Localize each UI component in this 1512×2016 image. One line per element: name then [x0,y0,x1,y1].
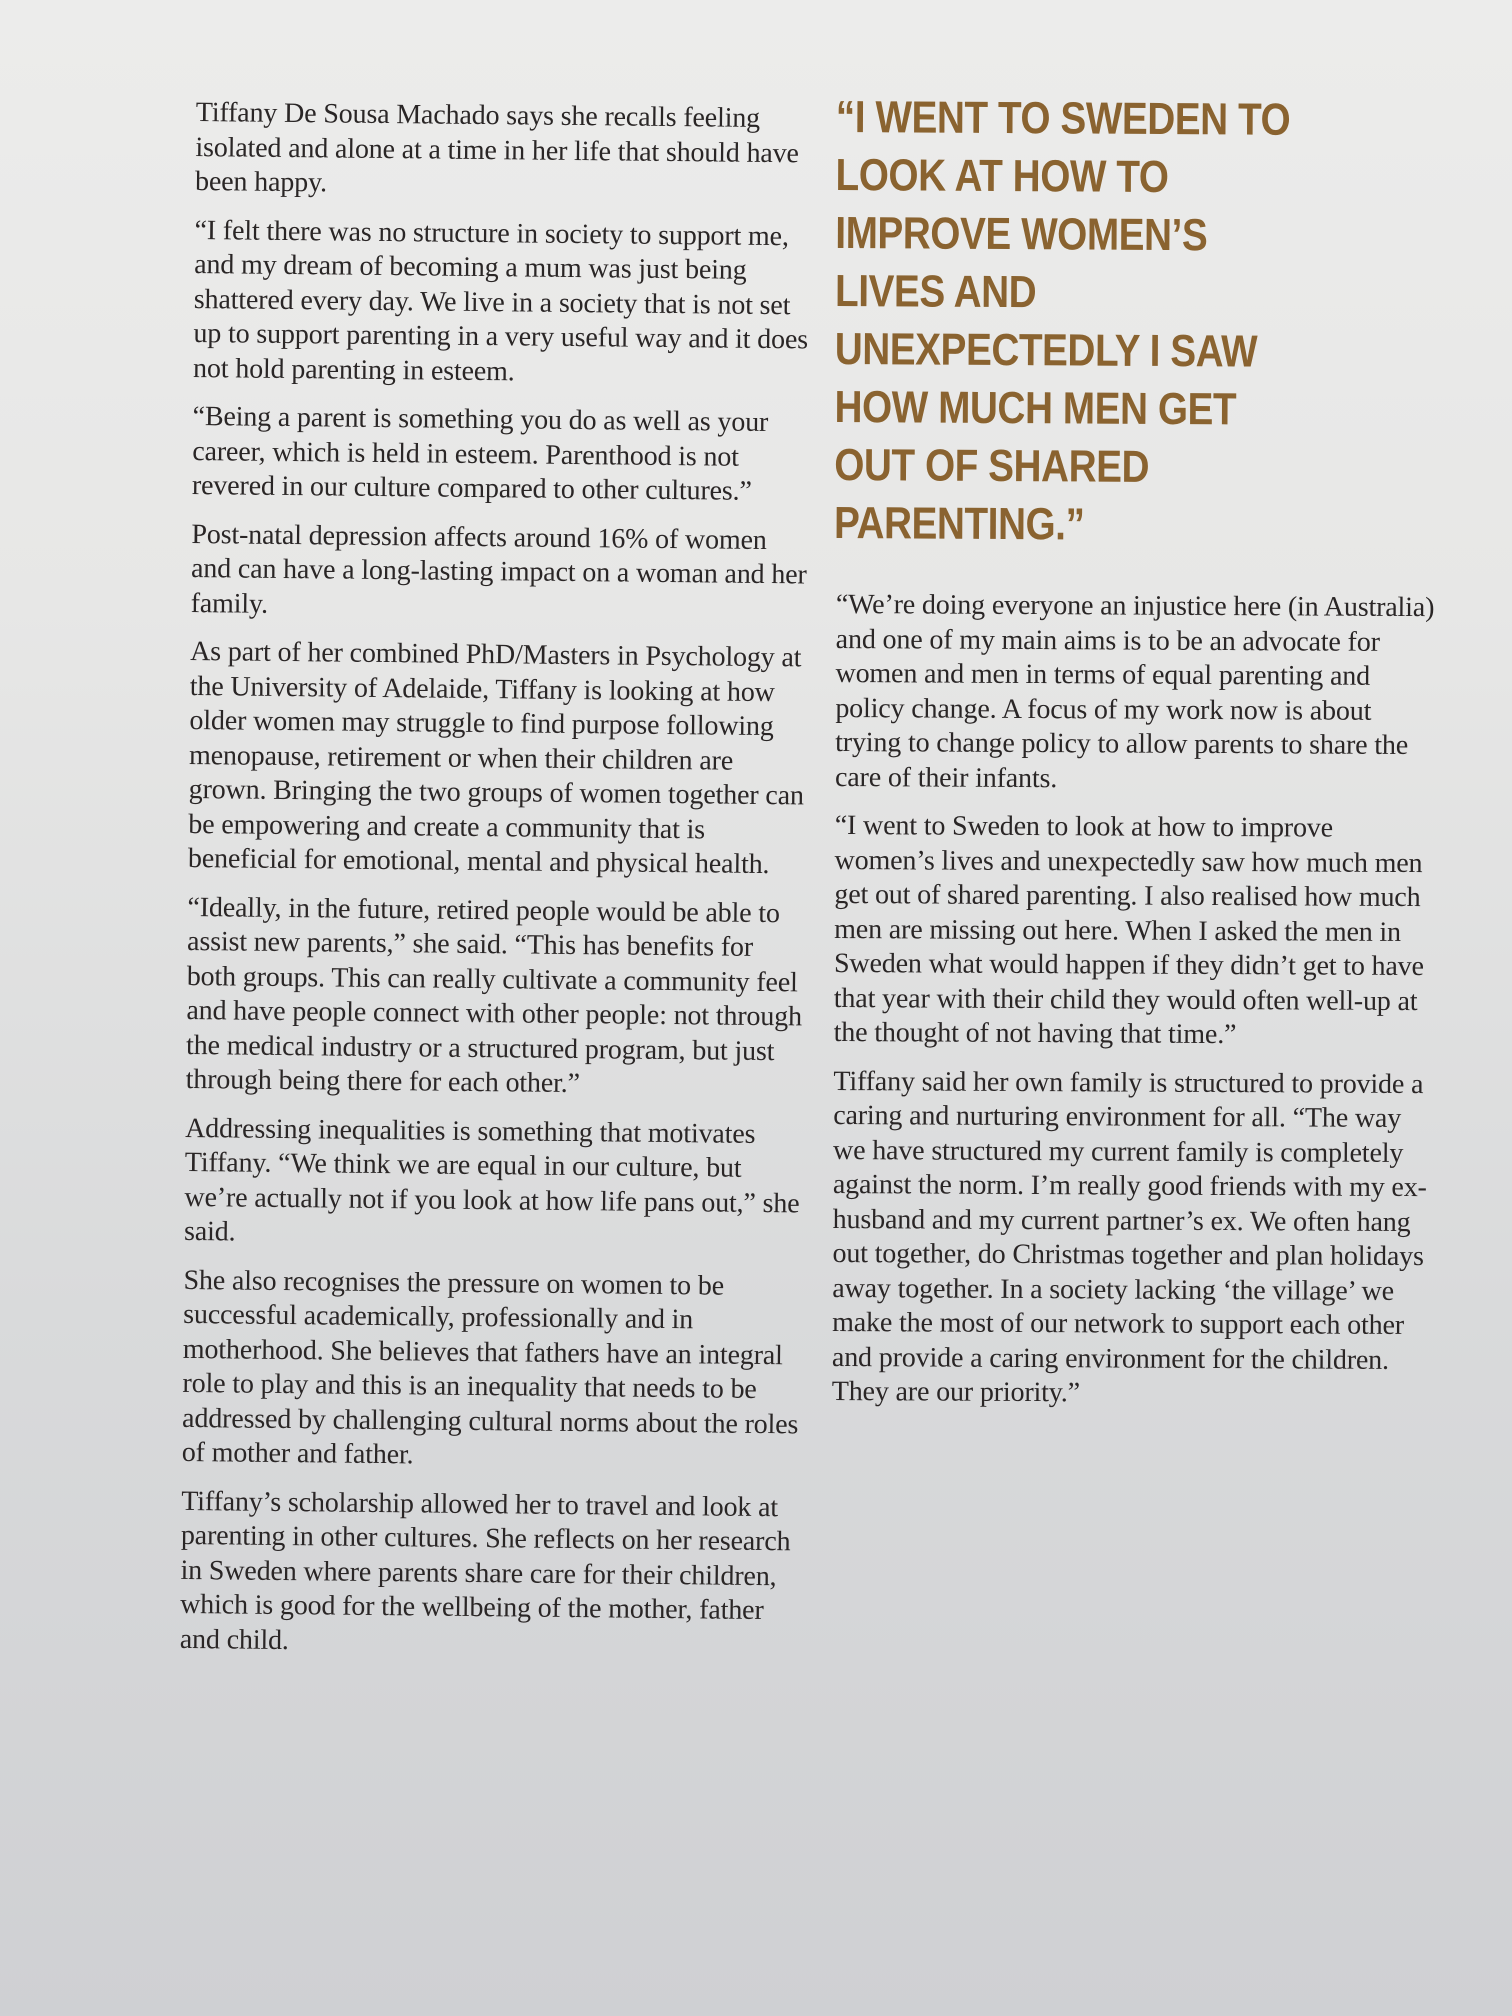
body-paragraph: “I went to Sweden to look at how to improve women’s lives and unexpectedly saw how much men get out of shared parenting. I also realised how much men are missing out here. When I asked the men in Sweden what would happen if they didn’t get to have that year with their child they would often well-up at the thought of not having that time.” [833,809,1424,1051]
body-paragraph: “We’re doing everyone an injustice here (in Australia) and one of my main aims is to be an advocate for women and men in terms of equal parenting and policy change. A focus of my work now is about trying to change policy to allow parents to share the care of their infants. [834,589,1435,794]
body-paragraph: “Being a parent is something you do as well as your career, which is held in esteem. Parenthood is not revered in our culture compared to other cultures.” [191,400,769,507]
body-paragraph: Tiffany’s scholarship allowed her to travel and look at parenting in other cultures. She reflects on her research in Sweden where parents share care for their children, which is good for the wellbeing of the mother, father and child. [179,1485,791,1656]
body-paragraph: “Ideally, in the future, retired people would be able to assist new parents,” she said. “This has benefits for both groups. This can really cultivate a community feel and have people connect with other people: not through the medical industry or a structured program, but just through being there for each other.” [185,891,803,1100]
body-paragraph: Post-natal depression affects around 16% of women and can have a long-lasting impact on a woman and her family. [190,518,807,620]
left-column [180,96,816,1677]
body-paragraph: As part of her combined PhD/Masters in Psychology at the University of Adelaide, Tiffany is looking at how older women may struggle to find purpose following menopause, retirement or when their children are grown. Bringing the two groups of women together can be empowering and create a community that is beneficial for emotional, mental and physical health. [187,635,804,881]
body-paragraph: “I felt there was no structure in society to support me, and my dream of becoming a mum was just being shattered every day. We live in a society that is not set up to support parenting in a very useful way and it does not hold parenting in esteem. [192,214,809,387]
body-paragraph: She also recognises the pressure on women to be successful academically, professionally and in motherhood. She believes that fathers have an integral role to play and this is an inequality that needs to be addressed by challenging cultural norms about the roles of mother and father. [181,1264,799,1471]
body-paragraph: Addressing inequalities is something that motivates Tiffany. “We think we are equal in our culture, but we’re actually not if you look at how life pans out,” she said. [183,1112,800,1248]
pull-quote: “I WENT TO SWEDEN TO LOOK AT HOW TO IMPROVE WOMEN’S LIVES AND UNEXPECTEDLY I SAW HOW MUCH MEN GET OUT OF SHARED PARENTING.” [833,90,1291,550]
right-column [832,588,1436,1427]
body-paragraph: Tiffany De Sousa Machado says she recalls feeling isolated and alone at a time in her life that should have been happy. [194,96,799,199]
body-paragraph: Tiffany said her own family is structured to provide a caring and nurturing environment for all. “The way we have structured my current family is completely against the norm. I’m really good friends with my ex-husband and my current partner’s ex. We often hang out together, do Christmas together and plan holidays away together. In a society lacking ‘the village’ we make the most of our network to support each other and provide a caring environment for the children. They are our priority.” [831,1065,1427,1409]
